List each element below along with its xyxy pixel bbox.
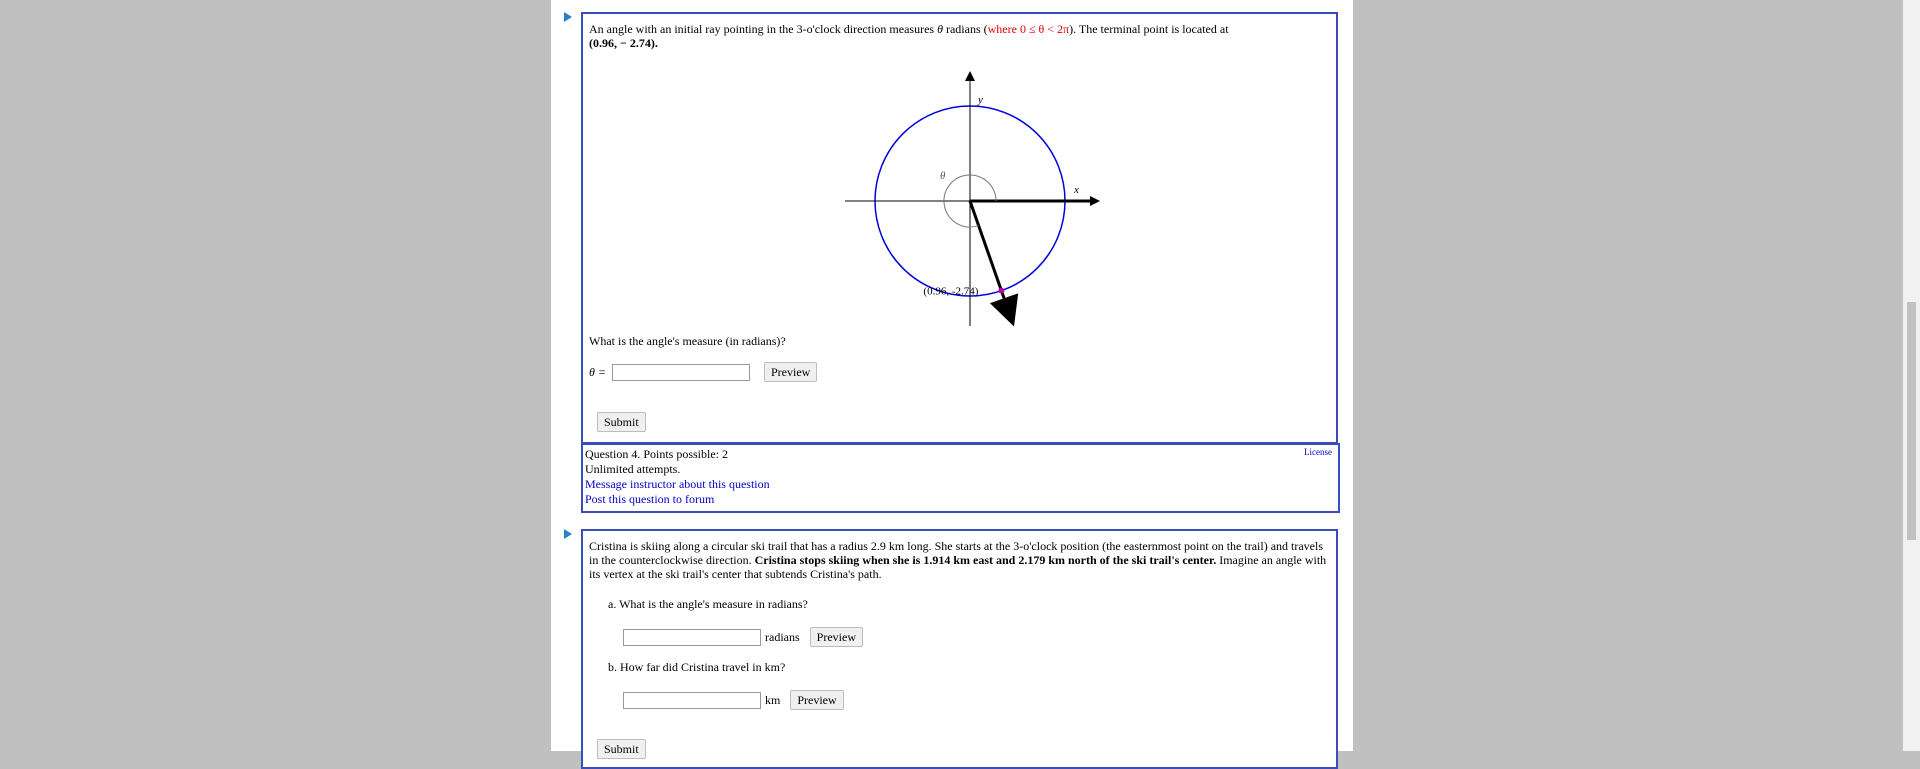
- collapse-arrow-icon[interactable]: [564, 12, 572, 22]
- unit-radians: radians: [765, 630, 800, 644]
- question-4-prompt: Cristina is skiing along a circular ski trail that has a radius 2.9 km long. She starts at the 3-o'clock position (the easternmost point on the trail) and travels in the counterclockwise direction. Cristina stops skiing when she is 1.914 km east and 2.179 km north of the ski trail's center. Imagine an angle with its vertex at the ski trail's center that subtends Cristina's path.: [589, 539, 1327, 581]
- submit-button[interactable]: Submit: [597, 412, 646, 432]
- question-3-box: [581, 12, 1338, 444]
- preview-button[interactable]: Preview: [790, 690, 843, 710]
- answer-row: [589, 362, 817, 382]
- part-a-question: a. What is the angle's measure in radians?: [608, 597, 808, 611]
- x-axis-label: x: [1074, 184, 1079, 196]
- part-b-question: b. How far did Cristina travel in km?: [608, 660, 786, 674]
- angle-constraint: where 0 ≤ θ < 2π: [987, 22, 1070, 36]
- part-a-row: [623, 627, 863, 647]
- scrollbar[interactable]: [1903, 0, 1920, 751]
- answer-label: θ =: [589, 365, 606, 379]
- unit-km: km: [765, 693, 781, 707]
- terminal-ray: [970, 201, 1012, 321]
- terminal-point: [998, 288, 1004, 294]
- terminal-point-label: (0.96, -2.74): [923, 285, 979, 298]
- collapse-arrow-icon[interactable]: [564, 529, 572, 539]
- message-instructor-link[interactable]: Message instructor about this question: [585, 477, 770, 491]
- submit-button[interactable]: Submit: [597, 739, 646, 759]
- theta-answer-input[interactable]: [612, 364, 750, 381]
- license-link[interactable]: License: [1304, 447, 1332, 457]
- scrollbar-thumb[interactable]: [1907, 302, 1916, 540]
- y-axis-label: y: [978, 94, 983, 106]
- theta-label: θ: [940, 170, 946, 182]
- question-3-text: What is the angle's measure (in radians)?: [589, 334, 786, 348]
- question-3-prompt: An angle with an initial ray pointing in the 3-o'clock direction measures θ radians (where 0 ≤ θ < 2π). The terminal point is located at (0.96, − 2.74).: [589, 22, 1229, 50]
- question-4-box: [581, 529, 1338, 769]
- part-a-input[interactable]: [623, 629, 761, 646]
- part-b-input[interactable]: [623, 692, 761, 709]
- preview-button[interactable]: Preview: [810, 627, 863, 647]
- question-4-info: [585, 447, 1334, 507]
- part-b-row: [623, 690, 844, 710]
- unit-circle-graph: [835, 66, 1105, 336]
- post-to-forum-link[interactable]: Post this question to forum: [585, 492, 715, 506]
- attempts-text: Unlimited attempts.: [585, 462, 681, 476]
- points-possible: Question 4. Points possible: 2: [585, 447, 729, 461]
- preview-button[interactable]: Preview: [764, 362, 817, 382]
- terminal-point-text: (0.96, − 2.74).: [589, 36, 658, 50]
